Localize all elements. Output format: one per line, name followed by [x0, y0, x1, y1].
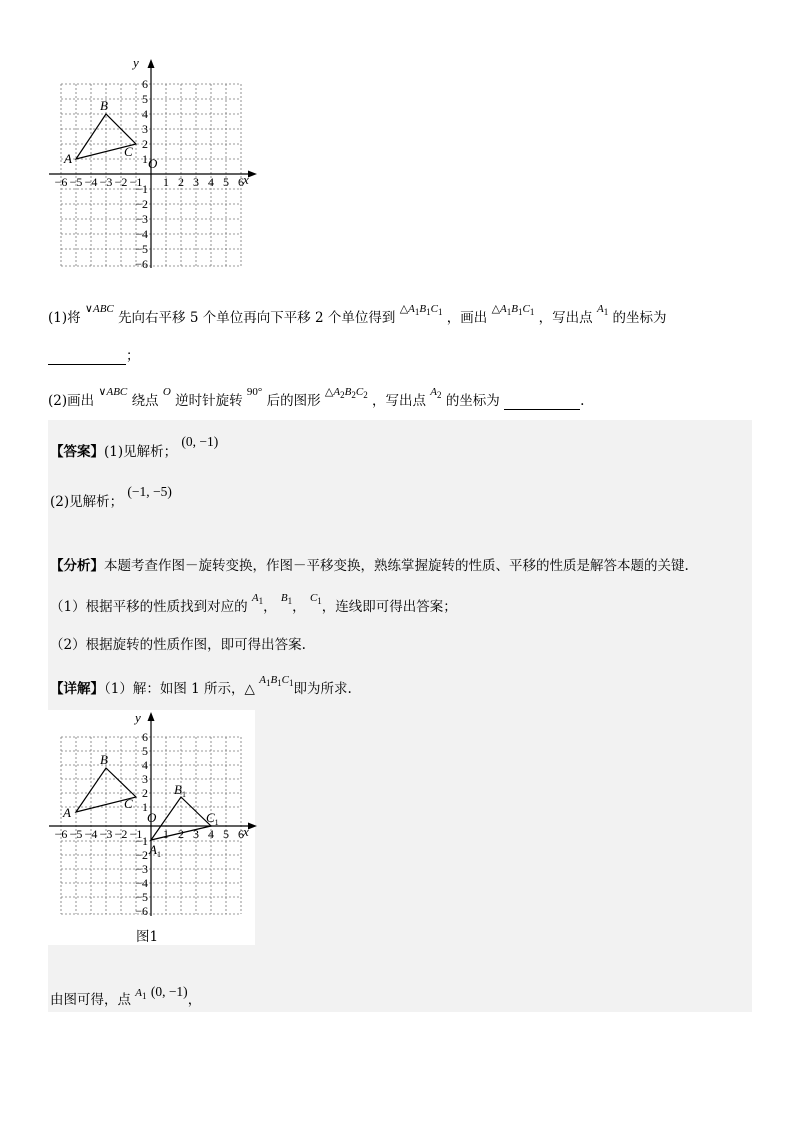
point-a-label: A [63, 805, 71, 820]
triangle-a2b2c2: △A2B2C2 [324, 386, 368, 400]
answer-2-value: (−1, −5) [127, 484, 172, 499]
y-tick: −1 [135, 182, 148, 196]
x-tick: 5 [223, 827, 229, 841]
y-tick: −5 [135, 890, 148, 904]
x-tick: 3 [193, 827, 199, 841]
detail [50, 674, 352, 697]
point-a-label: A [64, 151, 72, 166]
y-axis-label: y [135, 710, 141, 725]
triangle-abc-text: ABC [92, 303, 114, 315]
detail-result-prefix: 由图可得，点 [50, 992, 131, 1008]
detail-text-prefix: （1）解：如图 1 所示，△ [104, 681, 255, 697]
y-tick: 1 [142, 152, 148, 166]
y-tick: 2 [142, 786, 148, 800]
analysis [50, 554, 689, 574]
point-b-label: B [100, 752, 108, 767]
x-axis-label: x [243, 172, 249, 187]
point-a1: A1 [596, 303, 609, 317]
y-tick: −6 [135, 257, 148, 270]
y-tick: 3 [142, 122, 148, 136]
x-tick: −4 [84, 175, 98, 189]
triangle-a1b1c1-2: △A1B1C1 [491, 303, 535, 317]
analysis-label: 【分析】 [50, 558, 104, 574]
x-axis-arrow [248, 823, 257, 830]
triangle-a1b1c1-ref: A1B1C1 [259, 674, 294, 688]
y-tick: −5 [135, 242, 148, 256]
y-tick: −2 [135, 848, 148, 862]
answer-2-text: (2)见解析； [50, 494, 124, 510]
y-tick: 1 [142, 800, 148, 814]
y-axis-arrow [148, 712, 155, 721]
q2-after: 后的图形 [266, 393, 321, 409]
y-tick: −1 [135, 834, 148, 848]
y-tick: −6 [135, 904, 148, 918]
x-tick: 2 [178, 175, 184, 189]
detail-text-suffix: 即为所求. [293, 681, 352, 697]
analysis-step-1: （1）根据平移的性质找到对应的 $^{A_1}$， $^{B_1}$， $^{C_1}$，连线即可得出答案； [50, 592, 457, 615]
y-tick: −3 [135, 862, 148, 876]
x-tick: 3 [193, 175, 199, 189]
y-tick: 4 [142, 107, 148, 121]
y-tick: −4 [135, 227, 148, 241]
x-tick: 1 [163, 175, 169, 189]
point-a1-result: A1 [135, 987, 147, 1001]
q1-write: ，写出点 [538, 310, 593, 326]
x-tick: −6 [54, 827, 68, 841]
x-tick: 4 [208, 175, 214, 189]
coordinate-figure-1 [45, 55, 260, 270]
origin-label: O [148, 156, 158, 171]
q1-blank[interactable] [48, 348, 126, 365]
analysis-step-1-prefix: （1）根据平移的性质找到对应的 [50, 599, 248, 615]
x-tick: −5 [69, 827, 83, 841]
answer-1-value: (0, −1) [181, 434, 219, 449]
analysis-step-2: （2）根据旋转的性质作图，即可得出答案. [50, 637, 306, 653]
origin-label: O [147, 810, 157, 825]
x-tick: −5 [69, 175, 83, 189]
x-tick: −3 [99, 175, 113, 189]
q2-around: 绕点 [131, 393, 159, 409]
q2-tail: . [580, 393, 585, 409]
q1-draw: ，画出 [446, 310, 488, 326]
analysis-text: 本题考查作图－旋转变换，作图－平移变换，熟练掌握旋转的性质、平移的性质是解答本题的关键. [104, 558, 689, 574]
coordinate-figure-2 [45, 708, 260, 923]
point-c-label: C [124, 796, 133, 811]
y-tick: 5 [142, 744, 148, 758]
y-tick: 6 [142, 77, 148, 91]
q1-answer-line [48, 344, 140, 365]
q2-write: ，写出点 [371, 393, 426, 409]
point-b1-label: $B_1$ [174, 782, 186, 799]
x-tick: −6 [54, 175, 68, 189]
q1-tail: ； [126, 348, 140, 364]
x-tick: −1 [129, 175, 143, 189]
figure-caption: 图1 [136, 929, 159, 945]
y-tick: 4 [142, 758, 148, 772]
q2-end: 的坐标为 [445, 393, 500, 409]
x-tick-labels [55, 175, 244, 189]
x-tick: 2 [178, 827, 184, 841]
q2-blank[interactable] [504, 393, 580, 410]
q1-prefix: (1)将 [48, 310, 81, 326]
y-tick: 3 [142, 772, 148, 786]
x-tick: −3 [99, 827, 113, 841]
x-axis-arrow [248, 171, 257, 178]
triangle-abc-symbol: ∨ABC [84, 303, 114, 315]
x-tick: 4 [208, 827, 214, 841]
y-tick: 6 [142, 730, 148, 744]
triangle-abc-symbol-2: ∨ABC [98, 386, 128, 398]
y-tick: 2 [142, 137, 148, 151]
q1-translate: 先向右平移 5 个单位再向下平移 2 个单位得到 [118, 310, 396, 326]
x-tick: 6 [238, 175, 244, 189]
answer-1 [50, 434, 218, 460]
answer-label: 【答案】 [50, 444, 104, 460]
point-o: O [162, 386, 171, 398]
question-2 [48, 385, 584, 410]
angle-90: 90° [246, 386, 263, 398]
point-b1-ref: B1 [280, 592, 293, 606]
x-tick-labels [55, 827, 244, 841]
answer-1-text: (1)见解析； [104, 444, 178, 460]
x-tick: −1 [129, 827, 143, 841]
point-a1-label: $A_1$ [149, 842, 161, 859]
y-tick: −3 [135, 212, 148, 226]
x-tick: 1 [163, 827, 169, 841]
y-tick: −2 [135, 197, 148, 211]
y-axis-label: y [133, 55, 139, 70]
x-tick: −2 [114, 175, 128, 189]
detail-result [50, 984, 201, 1008]
point-c1-label: $C_1$ [206, 810, 219, 827]
analysis-step-1-suffix: ，连线即可得出答案； [321, 599, 457, 615]
triangle-a1b1c1: △A1B1C1 [399, 303, 443, 317]
point-a1-ref: A1 [251, 592, 264, 606]
point-a2: A2 [430, 386, 442, 400]
detail-label: 【详解】 [50, 681, 104, 697]
x-tick: −4 [84, 827, 98, 841]
x-tick: −2 [114, 827, 128, 841]
x-tick: 6 [238, 827, 244, 841]
x-axis-label: x [243, 824, 249, 839]
x-tick: 5 [223, 175, 229, 189]
q2-rotate: 逆时针旋转 [175, 393, 243, 409]
q2-prefix: (2)画出 [48, 393, 95, 409]
detail-result-tail: ， [187, 992, 202, 1008]
point-b-label: B [100, 98, 108, 113]
y-axis-arrow [148, 59, 155, 68]
y-tick: 5 [142, 92, 148, 106]
answer-2 [50, 484, 172, 510]
question-1 [48, 302, 666, 326]
point-c1-ref: C1 [309, 592, 322, 606]
point-c-label: C [124, 144, 133, 159]
q1-end: 的坐标为 [612, 310, 667, 326]
y-tick: −4 [135, 876, 148, 890]
detail-result-value: (0, −1) [150, 984, 188, 999]
